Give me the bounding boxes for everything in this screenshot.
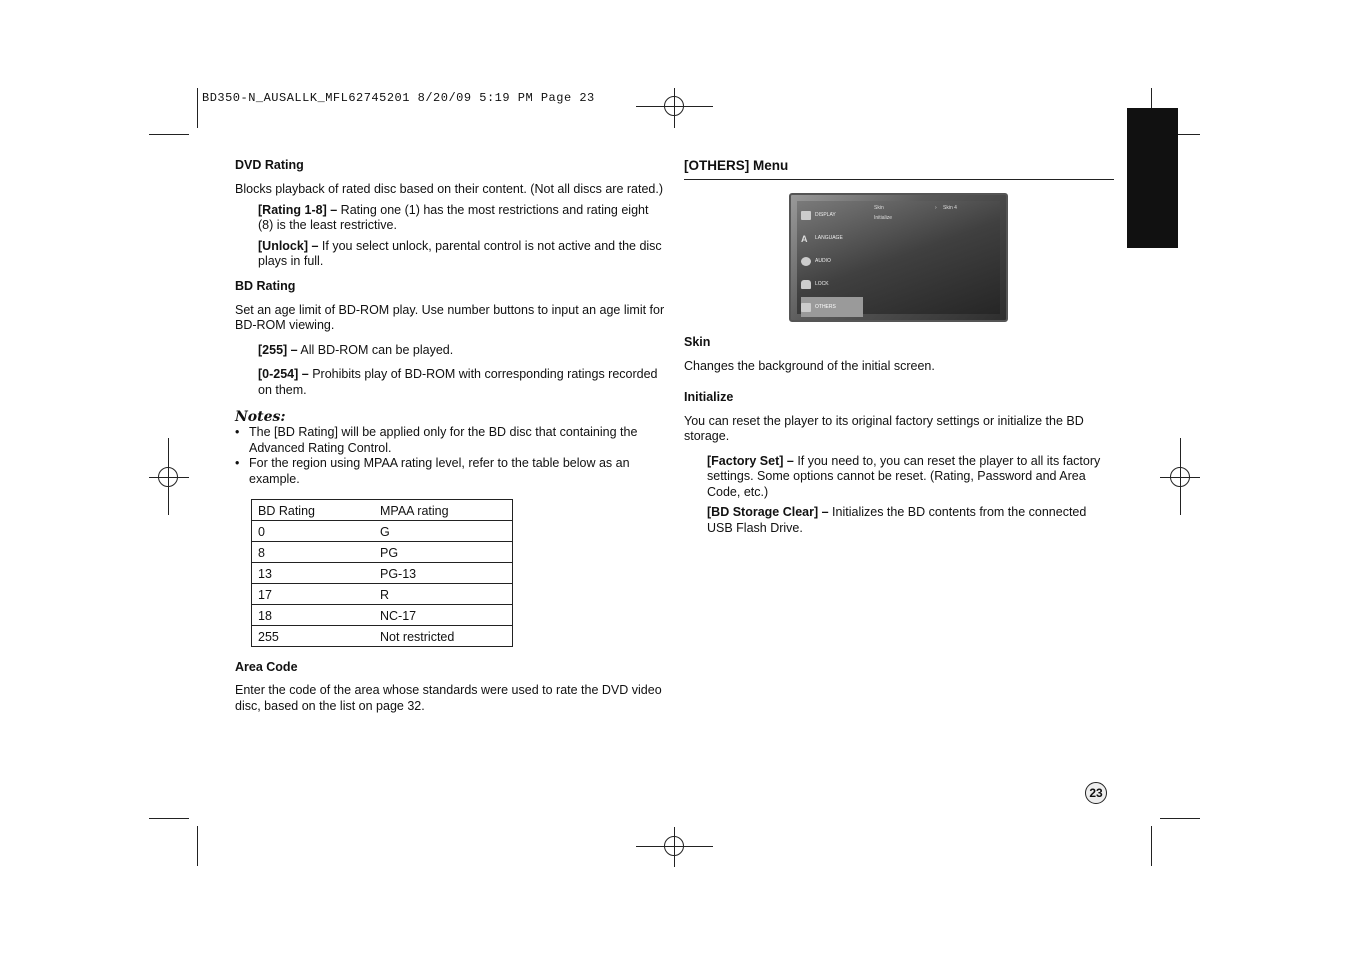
table-cell: NC-17 <box>374 605 513 626</box>
table-cell: 17 <box>252 584 375 605</box>
table-cell: 255 <box>258 629 279 644</box>
table-cell: 0 <box>252 521 375 542</box>
skin-heading: Skin <box>684 335 711 349</box>
dvd-rating-text: Blocks playback of rated disc based on their content. (Not all discs are rated.) <box>235 182 663 196</box>
r0254-paragraph <box>235 367 665 398</box>
crop-mark <box>149 818 189 819</box>
r255-text: All BD-ROM can be played. <box>297 342 454 357</box>
display-icon <box>801 211 811 220</box>
dvd-rating-heading: DVD Rating <box>235 158 304 172</box>
rating18-text: Rating one (1) has the most restrictions and rating eight (8) is the least restrictive. <box>258 202 649 232</box>
unlock-paragraph <box>235 239 665 270</box>
r255-paragraph <box>235 343 665 359</box>
table-header-row <box>252 500 513 521</box>
registration-circle <box>1170 467 1190 487</box>
menu-item-audio: AUDIO <box>801 251 863 271</box>
rating-table <box>251 499 513 647</box>
right-column <box>684 158 1114 180</box>
table-row <box>252 563 513 584</box>
registration-circle <box>664 96 684 116</box>
table-cell: Not restricted <box>380 629 455 644</box>
table-row <box>252 542 513 563</box>
area-code-heading: Area Code <box>235 660 298 674</box>
notes-heading: Notes: <box>235 409 286 425</box>
registration-circle <box>664 836 684 856</box>
menu-item-lock: LOCK <box>801 274 863 294</box>
section-tab <box>1127 108 1178 248</box>
menu-option-initialize: Initialize <box>874 215 893 221</box>
left-column <box>235 158 665 714</box>
crop-mark <box>197 826 198 866</box>
menu-item-language: A LANGUAGE <box>801 233 843 244</box>
menu-panel <box>797 201 1000 314</box>
crop-mark <box>149 134 189 135</box>
table-cell: PG <box>374 542 513 563</box>
table-header: MPAA rating <box>374 500 513 521</box>
initialize-text: You can reset the player to its original factory settings or initialize the BD storage. <box>684 413 1084 443</box>
page-number: 23 <box>1085 782 1107 804</box>
storage-clear-text: Initializes the BD contents from the connected USB Flash Drive. <box>707 505 1087 535</box>
unlock-label: [Unlock] – <box>258 238 319 253</box>
factory-set-text: If you need to, you can reset the player to all its factory settings. Some options cannot be reset. (Rating, Password and Area Code, etc.) <box>707 453 1101 499</box>
unlock-text: If you select unlock, parental control is not active and the disc plays in full. <box>258 238 662 268</box>
table-row <box>252 605 513 626</box>
note-item: • For the region using MPAA rating level, refer to the table below as an example. <box>235 456 665 487</box>
crop-mark <box>1160 818 1200 819</box>
table-cell: G <box>374 521 513 542</box>
table-cell: PG-13 <box>374 563 513 584</box>
area-code-text: Enter the code of the area whose standards were used to rate the DVD video disc, based on the list on page 32. <box>235 683 662 713</box>
storage-clear-paragraph <box>684 505 1114 536</box>
table-cell: 13 <box>252 563 375 584</box>
factory-set-label: [Factory Set] – <box>707 453 794 468</box>
r255-label: [255] – <box>258 342 298 357</box>
audio-icon <box>801 257 811 266</box>
lock-icon <box>801 280 811 289</box>
table-cell: R <box>374 584 513 605</box>
others-icon <box>801 303 811 312</box>
note-item: • The [BD Rating] will be applied only for the BD disc that containing the Advanced Rating Control. <box>235 425 665 456</box>
table-header: BD Rating <box>252 500 375 521</box>
others-menu-heading: [OTHERS] Menu <box>684 158 1114 180</box>
initialize-heading: Initialize <box>684 389 734 404</box>
language-icon: A <box>801 233 808 244</box>
r0254-text: Prohibits play of BD-ROM with corresponding ratings recorded on them. <box>258 367 658 397</box>
r0254-label: [0-254] – <box>258 367 309 381</box>
menu-item-display: DISPLAY <box>801 205 863 225</box>
skin-text: Changes the background of the initial screen. <box>684 359 935 373</box>
table-cell: 18 <box>252 605 375 626</box>
menu-option-skin: Skin <box>874 205 884 211</box>
factory-set-paragraph <box>684 454 1114 501</box>
rating18-label: [Rating 1-8] – <box>258 202 338 217</box>
menu-item-others: OTHERS <box>801 297 863 317</box>
registration-circle <box>158 467 178 487</box>
crop-mark <box>197 88 198 128</box>
table-cell: 8 <box>252 542 375 563</box>
table-row <box>252 521 513 542</box>
storage-clear-label: [BD Storage Clear] – <box>707 505 829 519</box>
crop-mark <box>1151 826 1152 866</box>
bd-rating-text: Set an age limit of BD-ROM play. Use number buttons to input an age limit for BD-ROM viewing. <box>235 302 665 332</box>
right-column-body <box>684 335 1114 536</box>
table-row <box>252 626 513 647</box>
notes-list <box>235 425 665 487</box>
others-menu-screenshot <box>789 193 1008 322</box>
menu-skin-value: Skin 4 <box>943 205 957 211</box>
table-row <box>252 584 513 605</box>
rating18-paragraph <box>235 203 665 234</box>
print-slug: BD350-N_AUSALLK_MFL62745201 8/20/09 5:19 PM Page 23 <box>202 91 595 105</box>
bd-rating-heading: BD Rating <box>235 278 296 293</box>
menu-arrow-icon: › <box>935 205 937 211</box>
